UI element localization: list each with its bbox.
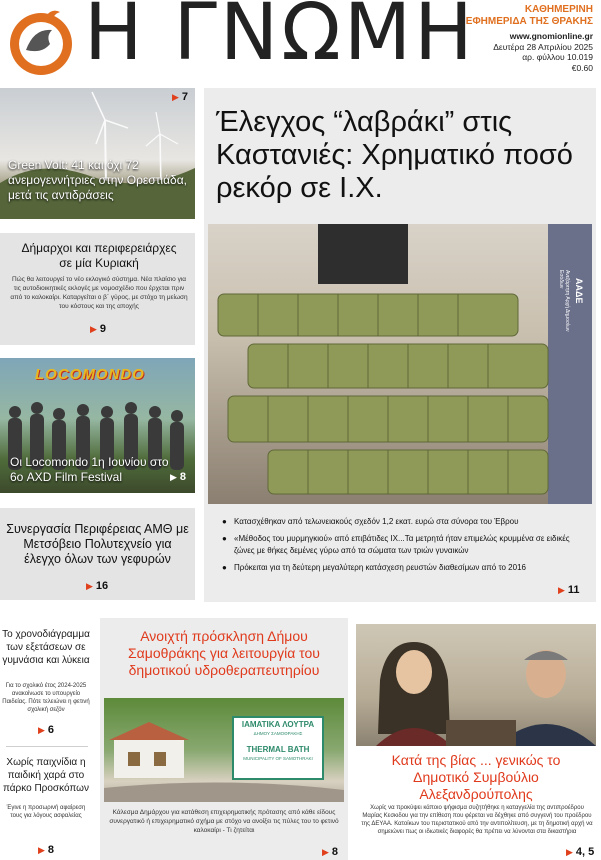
council-summary: Χωρίς να προκύψει κάποιο ψήφισμα συζητήθηκε η καταγγελία της αντιπροέδρου Μαρίας Κεσκιδου για την επίθεση που φέρεται να δέχθηκε από συγγενή του προέδρου της ΔΕΥΑΑ. Κατοίκων του περιστατικού από την αντιπολίτευση, με τη δημοτική αρχή να σημειώνει πως οι ιδιωτικές διαφορές θα πρέπει να λύνονται στα δικαστήρια: [361, 805, 593, 835]
mayors-headline: Δήμαρχοι και περιφερειάρχες σε μία Κυριακή: [21, 241, 177, 270]
wind-story[interactable]: [0, 88, 195, 219]
arrow-icon: ▶: [90, 324, 97, 334]
council-page-ref[interactable]: [566, 846, 594, 858]
council-story[interactable]: [356, 624, 596, 860]
playground-page-ref[interactable]: [38, 844, 54, 856]
lead-bullet-1: ● Κατασχέθηκαν από τελωνειακούς σχεδόν 1,2 εκατ. ευρώ στα σύνορα του Έβρου: [222, 516, 592, 528]
locomondo-caption: Οι Locomondo 1η Ιουνίου στο 6ο AXD Film Festival: [10, 455, 169, 484]
mayors-story[interactable]: [0, 233, 195, 345]
playground-headline: Χωρίς παιχνίδια η παιδική χαρά στο πάρκο Προσκόπων: [3, 757, 89, 794]
website-link[interactable]: www.gnomionline.gr: [509, 31, 593, 41]
locomondo-banner: LOCOMONDO: [35, 366, 145, 383]
thermal-sign: [232, 716, 324, 780]
lead-page-ref[interactable]: [558, 584, 580, 596]
lead-photo: [208, 224, 592, 504]
arrow-icon: ▶: [558, 585, 565, 595]
exams-story[interactable]: [0, 624, 92, 744]
lead-bullet-2: ● «Μέθοδος του μυρμηγκιού» από επιβάτιδες ΙΧ...Τα μετρητά ήταν επιμελώς κρυμμένα σε ειδικές ζώνες με θήκες δεμένες γύρω από τα σώματα των τριών γυναικών: [222, 533, 592, 557]
arrow-icon: ▶: [86, 581, 93, 591]
page-number: 6: [47, 724, 55, 736]
bridges-page-ref[interactable]: [86, 580, 108, 592]
logo-title[interactable]: Η ΓΝΩΜΗ: [84, 0, 476, 78]
exams-headline: Το χρονοδιάγραμμα των εξετάσεων σε γυμνάσια και λύκεια: [2, 629, 90, 666]
page-number: 7: [181, 91, 189, 103]
arrow-icon: ▶: [38, 725, 45, 735]
issue-date: Δευτέρα 28 Απριλίου 2025: [493, 41, 593, 52]
arrow-icon: ▶: [172, 92, 179, 102]
bridges-story[interactable]: [0, 508, 195, 600]
issue-number: αρ. φύλλου 10.019: [522, 52, 593, 62]
lead-headline: Έλεγχος “λαβράκι” στις Καστανιές: Χρηματικό ποσό ρεκόρ σε Ι.Χ.: [216, 106, 573, 204]
aade-label: ΑΑΔΕ: [574, 278, 584, 304]
masthead-meta: [493, 31, 593, 73]
lead-bullet-3: ● Πρόκειται για τη δεύτερη μεγαλύτερη κατάσχεση ρευστών διαθεσίμων από το 2016: [222, 562, 592, 574]
arrow-icon: ▶: [38, 845, 45, 855]
arrow-icon: ▶: [322, 847, 329, 857]
mayors-summary: Πώς θα λειτουργεί το νέο εκλογικό σύστημα. Νέα πλαίσιο για τις αυτοδιοικητικές εκλογές με νομοσχέδιο που έρχεται πριν από το καλοκαίρι. Καταργείται ο β΄ γύρος, με στόχο τη μείωση του κόστους και της αποχής: [10, 276, 188, 310]
locomondo-page-ref[interactable]: [170, 471, 186, 483]
logo-bird-icon: [6, 6, 76, 78]
council-headline: Κατά της βίας ... γενικώς το Δημοτικό Συμβούλιο Αλεξανδρούπολης: [391, 752, 561, 802]
council-photo: [356, 624, 596, 746]
samothraki-photo: [104, 698, 344, 802]
samothraki-headline: Ανοιχτή πρόσκληση Δήμου Σαμοθράκης για λειτουργία του δημοτικού υδροθεραπευτηρίου: [128, 628, 320, 678]
playground-summary: Έγινε η προσωρινή αφαίρεση τους για λόγους ασφαλείας: [6, 805, 86, 819]
samothraki-story[interactable]: [100, 618, 348, 860]
playground-story[interactable]: [0, 750, 92, 860]
bridges-headline: Συνεργασία Περιφέρειας ΑΜΘ με Μετσόβειο Πολυτεχνείο για έλεγχο όλων των γεφυρών: [6, 522, 189, 566]
mayors-page-ref[interactable]: [90, 323, 106, 335]
page-number: 9: [99, 323, 107, 335]
page-number: 8: [47, 844, 55, 856]
tagline-line-2: ΕΦΗΜΕΡΙΔΑ ΤΗΣ ΘΡΑΚΗΣ: [465, 16, 593, 27]
arrow-icon: ▶: [170, 472, 177, 482]
exams-summary: Για το σχολικό έτος 2024-2025 ανακοίνωσε το υπουργείο Παιδείας. Πότε τελειώνει η φετινή σχολική σεζόν: [2, 683, 90, 713]
lead-story[interactable]: [204, 88, 596, 602]
page-number: 16: [95, 580, 109, 592]
page-number: 8: [179, 471, 187, 483]
sign-line-4: MUNICIPALITY OF SAMOTHRAKI: [243, 756, 313, 761]
divider: [6, 746, 88, 747]
locomondo-story[interactable]: [0, 358, 195, 493]
masthead-tagline: [466, 4, 593, 28]
page-number: 4, 5: [575, 846, 595, 858]
aade-sublabel: Ανεξάρτητη Αρχή Δημοσίων Εσόδων: [558, 270, 570, 332]
tagline-line-1: ΚΑΘΗΜΕΡΙΝΗ: [524, 4, 593, 15]
page-number: 8: [331, 846, 339, 858]
sign-line-1: ΙΑΜΑΤΙΚΑ ΛΟΥΤΡΑ: [241, 720, 315, 729]
lead-bullets: [222, 516, 592, 574]
sign-line-2: ΔΗΜΟΥ ΣΑΜΟΘΡΑΚΗΣ: [253, 731, 303, 736]
arrow-icon: ▶: [566, 847, 573, 857]
page-number: 11: [567, 584, 580, 596]
issue-price: €0.60: [571, 62, 593, 73]
council-members-image: [356, 624, 596, 746]
exams-page-ref[interactable]: [38, 724, 54, 736]
sign-line-3: THERMAL BATH: [246, 745, 310, 754]
samothraki-page-ref[interactable]: [322, 846, 338, 858]
wind-caption: Green Volt: 41 και όχι 72 ανεμογεννήτριες στην Ορεστιάδα, μετά τις αντιδράσεις: [8, 158, 187, 202]
wind-page-ref[interactable]: [172, 91, 188, 103]
seized-belts-image: [208, 224, 592, 504]
samothraki-summary: Κάλεσμα Δημάρχου για κατάθεση επιχειρηματικής πρότασης από κάθε είδους συνεργατικό ή επιχειρηματικό σχήμα με στόχο να ανοίξει τις πύλες του το φετινό καλοκαίρι - Τι ζητείται: [109, 809, 339, 834]
